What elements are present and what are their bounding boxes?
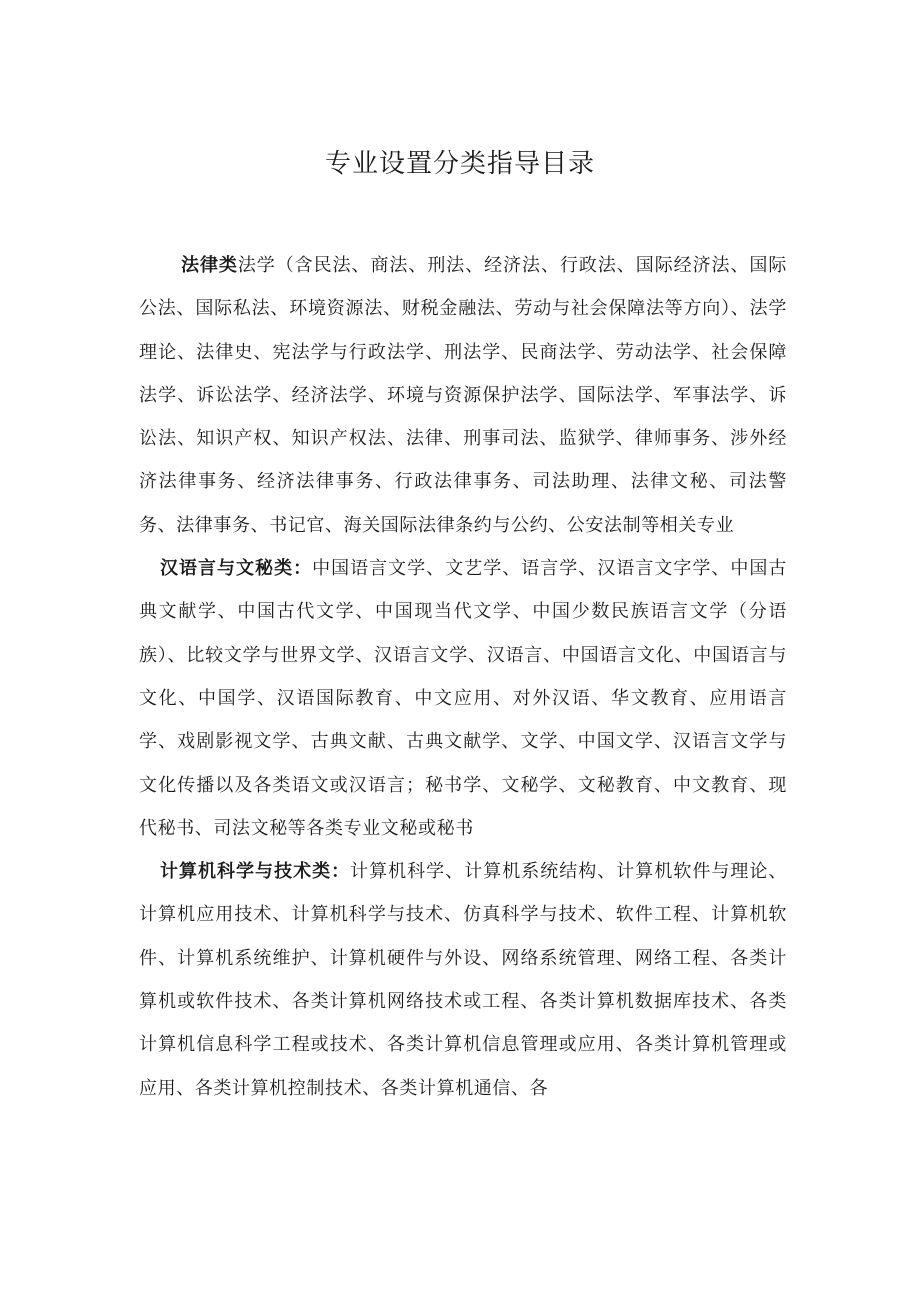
section-content-chinese-secretarial: 中国语言文学、文艺学、语言学、汉语言文字学、中国古典文献学、中国古代文学、中国现当代文学、中国少数民族语言文学（分语族）、比较文学与世界文学、汉语言文学、汉语言、中国语言文化、中国语言与文化、中国学、汉语国际教育、中文应用、对外汉语、华文教育、应用语言学、戏剧影视文学、古典文献、古典文献学、文学、中国文学、汉语言文学与文化传播以及各类语文或汉语言；秘书学、文秘学、文秘教育、中文教育、现代秘书、司法文秘等各类专业文秘或秘书 bbox=[139, 558, 787, 839]
section-content-computer-science: 计算机科学、计算机系统结构、计算机软件与理论、计算机应用技术、计算机科学与技术、仿真科学与技术、软件工程、计算机软件、计算机系统维护、计算机硬件与外设、网络系统管理、网络工程、各类计算机或软件技术、各类计算机网络技术或工程、各类计算机数据库技术、各类计算机信息科学工程或技术、各类计算机信息管理或应用、各类计算机管理或应用、各类计算机控制技术、各类计算机通信、各 bbox=[139, 861, 787, 1099]
section-chinese-secretarial bbox=[139, 547, 787, 850]
section-computer-science bbox=[139, 850, 787, 1110]
category-label-computer-science: 计算机科学与技术类： bbox=[160, 861, 351, 883]
document-title: 专业设置分类指导目录 bbox=[324, 149, 595, 179]
category-label-law: 法律类 bbox=[181, 255, 238, 276]
category-label-chinese-secretarial: 汉语言与文秘类： bbox=[160, 558, 313, 580]
document-body bbox=[139, 244, 787, 1110]
section-law bbox=[139, 244, 787, 547]
section-content-law: 法学（含民法、商法、刑法、经济法、行政法、国际经济法、国际公法、国际私法、环境资源法、财税金融法、劳动与社会保障法等方向）、法学理论、法律史、宪法学与行政法学、刑法学、民商法学、劳动法学、社会保障法学、诉讼法学、经济法学、环境与资源保护法学、国际法学、军事法学、诉讼法、知识产权、知识产权法、法律、刑事司法、监狱学、律师事务、涉外经济法律事务、经济法律事务、行政法律事务、司法助理、法律文秘、司法警务、法律事务、书记官、海关国际法律条约与公约、公安法制等相关专业 bbox=[139, 255, 787, 536]
